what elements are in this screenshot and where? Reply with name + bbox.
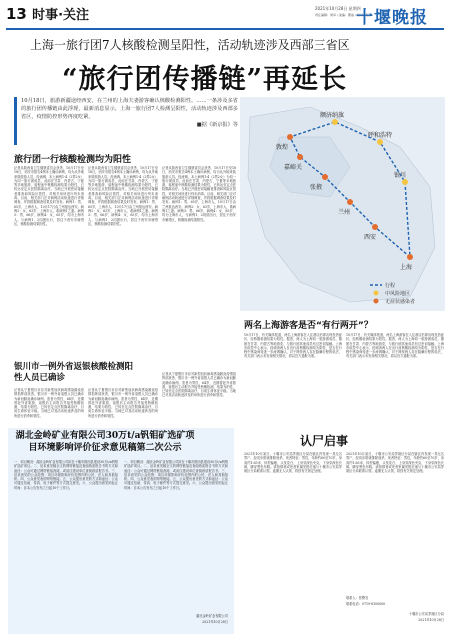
section3-col2: 10月17日，有关媒体报道，两名上海游客在入住酒店后即出现发热症状，经核酸检测结果为阳性。据悉，两人为上海同一旅游团成员，随团在甘肃、内蒙古等地游览，与旅行团其他成员有过密切接触。上海市疾控中心表示，经调查两人在出行前核酸检测均为阴性，是否在行程中感染尚待进一步流调确认。对于网传两人存在隐瞒行程的说法，有关部门表示未发现相关情况，将以官方通报为准。 — [346, 333, 444, 359]
label-hohhot: 呼和浩特 — [368, 132, 393, 139]
ad-col2: 一、项目概况：湖北金岭矿业有限公司拟在十堰市郧西县建设30万t/a钒钼矿选矿项目。二、征求意见稿全文的网络链接及查阅纸质报告书的方式和途径：公众可通过网络链接查阅，或前往建设单位查阅纸质报告书。三、征求意见的公众范围：项目环境影响评价范围内的公民、法人和其他组织。四、公众意见表的网络链接。五、公众提出意见的方式和途径：公众可通过信函、传真、电子邮件等方式提交意见。六、公众提出意见的起止时间：自本公告发布之日起10个工作日。 — [124, 460, 228, 490]
legend-risk-swatch — [374, 291, 379, 296]
section3-col1: 10月17日，有关媒体报道，两名上海游客在入住酒店后即出现发热症状，经核酸检测结果为阳性。据悉，两人为上海同一旅游团成员，随团在甘肃、内蒙古等地游览，与旅行团其他成员有过密切接触。上海市疾控中心表示，经调查两人在出行前核酸检测均为阴性，是否在行程中感染尚待进一步流调确认。对于网传两人存在隐瞒行程的说法，有关部门表示未发现相关情况，将以官方通报为准。 — [244, 333, 342, 359]
label-jiayuguan: 嘉峪关 — [284, 164, 303, 171]
ad-title: 湖北金岭矿业有限公司30万t/a钒钼矿选矿项目环境影响评价征求意见稿第二次公示 — [15, 431, 195, 453]
section1-col1: 记者从陕西省卫生健康委员会获悉，10月17日至18日，西安市报告4例本土确诊病例，均为从外地来陕旅游人员。经流调，本土病例1-4（2男2女）为同一旅行团成员，此前在甘肃、内蒙古、宁夏等多地旅游，返程途中核酸检测结果为阳性，已转运至定点医院隔离治疗。当地已开展密切接触者排查和风险区管控，对相关场所进行终末消毒。目前，相关部门正对病例活动轨迹进行详细调查，并将根据调查结果及时发布。病例1：男，65岁，上海市人，10月17日由兰州抵达西安。病例2：女，63岁，上海市人，系病例1之妻。病例3：男，66岁，病例4：女，65岁，均为上海市人，与病例1、2同团出行，居住于西安市雁塔区，核酸检测结果阳性。 — [14, 166, 84, 226]
section4-col2: 2021年10月某日，十堰市公安局茅箭区分局在辖区内发现一具无名男尸，经初步勘查排除他杀。死者特征：男性，年龄约60至70岁，身高约1.65米，体型偏瘦，头发花白，上身穿深色夹克，下身穿深色长裤，脚穿黑色布鞋。请知情者或死者家属见报后速与十堰市公安局茅箭区分局联系认领。逾期无人认领，将按有关规定处理。 — [346, 452, 444, 474]
issue-date: 2021年10月28日 星期四 — [315, 6, 361, 11]
label-lanzhou: 兰州 — [338, 209, 351, 216]
ad-sign: 湖北金岭矿业有限公司 — [196, 614, 228, 618]
lead-paragraph — [14, 97, 238, 145]
label-dunhuang: 敦煌 — [276, 144, 289, 151]
ad-date: 2021年10月28日 — [202, 620, 228, 624]
headline-title: “旅行团传播链”再延长 — [62, 64, 348, 95]
marker-xian — [372, 224, 378, 230]
label-zhangye: 张掖 — [310, 184, 323, 191]
marker-yinchuan — [402, 179, 408, 185]
section4-date: 2021年10月28日 — [418, 618, 444, 622]
legend-case-swatch — [374, 299, 379, 304]
marker-shanghai — [407, 254, 413, 260]
section4-contact: 联系人：张警官 — [346, 596, 369, 600]
section1-title: 旅行团一行核酸检测均为阳性 — [14, 155, 132, 165]
section4-phone: 联系电话：0719-8100000 — [346, 602, 386, 606]
section2-col3: 记者从宁夏银川市应对新型冠状病毒感染肺炎疫情指挥部获悉，银川市一例外省返银人员已确诊为新冠肺炎确诊病例。患者为男性，64岁，近期曾赴外省旅游，返银后主动报告并接受核酸检测，结果为阳性，已转至定点医院隔离治疗，目前生命体征平稳。当地已对其活动轨迹涉及的场所进行消杀和管控。 — [162, 372, 236, 398]
lead-credit: ■据《新京报》等 — [196, 122, 238, 128]
lead-text: 10月18日，旅游新疆途经西安，在兰州的上海夫妻游客确认核酸检测阳性。……一条涉及多省的旅行团传播链由此浮现，最新消息显示，上海一旅行团7人检测呈阳性，活动轨迹涉及西部多省区，疫情防控形势再度吃紧。 — [21, 98, 238, 120]
legend-route: 行程 — [385, 283, 396, 289]
marker-ejina — [332, 119, 338, 125]
label-shanghai: 上海 — [400, 264, 413, 271]
legend-risk: 中风险地区 — [385, 291, 411, 297]
masthead — [0, 0, 450, 28]
masthead-rule — [6, 28, 444, 30]
legend-case: 无症状感染者 — [385, 299, 416, 305]
label-yinchuan: 银川 — [394, 172, 407, 179]
newspaper-logo: 十堰晚报 — [356, 8, 428, 28]
marker-zhangye — [322, 174, 328, 180]
section2-col2: 记者从宁夏银川市应对新型冠状病毒感染肺炎疫情指挥部获悉，银川市一例外省返银人员已确诊为新冠肺炎确诊病例。患者为男性，64岁，近期曾赴外省旅游，返银后主动报告并接受核酸检测，结果为阳性，已转至定点医院隔离治疗，目前生命体征平稳。当地已对其活动轨迹涉及的场所进行消杀和管控。 — [88, 388, 158, 418]
section2-col1: 记者从宁夏银川市应对新型冠状病毒感染肺炎疫情指挥部获悉，银川市一例外省返银人员已确诊为新冠肺炎确诊病例。患者为男性，64岁，近期曾赴外省旅游，返银后主动报告并接受核酸检测，结果为阳性，已转至定点医院隔离治疗，目前生命体征平稳。当地已对其活动轨迹涉及的场所进行消杀和管控。 — [14, 388, 84, 418]
ad-col1: 一、项目概况：湖北金岭矿业有限公司拟在十堰市郧西县建设30万t/a钒钼矿选矿项目。二、征求意见稿全文的网络链接及查阅纸质报告书的方式和途径：公众可通过网络链接查阅，或前往建设单位查阅纸质报告书。三、征求意见的公众范围：项目环境影响评价范围内的公民、法人和其他组织。四、公众意见表的网络链接。五、公众提出意见的方式和途径：公众可通过信函、传真、电子邮件等方式提交意见。六、公众提出意见的起止时间：自本公告发布之日起10个工作日。 — [14, 460, 118, 490]
label-xian: 西安 — [364, 234, 377, 241]
marker-hohhot — [377, 139, 383, 145]
label-ejina: 额济纳旗 — [320, 112, 345, 119]
editor-credits: 责任编辑：周卓 / 美编：曹丽 / 校对：张萍 — [315, 13, 372, 17]
route-map — [240, 97, 445, 311]
section2-title: 银川市一例外省返银核酸检测阳性人员已确诊 — [14, 362, 134, 383]
section1-col2: 记者从陕西省卫生健康委员会获悉，10月17日至18日，西安市报告4例本土确诊病例，均为从外地来陕旅游人员。经流调，本土病例1-4（2男2女）为同一旅行团成员，此前在甘肃、内蒙古、宁夏等多地旅游，返程途中核酸检测结果为阳性，已转运至定点医院隔离治疗。当地已开展密切接触者排查和风险区管控，对相关场所进行终末消毒。目前，相关部门正对病例活动轨迹进行详细调查，并将根据调查结果及时发布。病例1：男，65岁，上海市人，10月17日由兰州抵达西安。病例2：女，63岁，上海市人，系病例1之妻。病例3：男，66岁，病例4：女，65岁，均为上海市人，与病例1、2同团出行，居住于西安市雁塔区，核酸检测结果阳性。 — [88, 166, 158, 226]
marker-jiayuguan — [297, 154, 303, 160]
marker-dunhuang — [287, 134, 293, 140]
section4-sign: 十堰市公安局茅箭区分局 — [408, 612, 444, 616]
section1-col3: 记者从陕西省卫生健康委员会获悉，10月17日至18日，西安市报告4例本土确诊病例，均为从外地来陕旅游人员。经流调，本土病例1-4（2男2女）为同一旅行团成员，此前在甘肃、内蒙古、宁夏等多地旅游，返程途中核酸检测结果为阳性，已转运至定点医院隔离治疗。当地已开展密切接触者排查和风险区管控，对相关场所进行终末消毒。目前，相关部门正对病例活动轨迹进行详细调查，并将根据调查结果及时发布。病例1：男，65岁，上海市人，10月17日由兰州抵达西安。病例2：女，63岁，上海市人，系病例1之妻。病例3：男，66岁，病例4：女，65岁，均为上海市人，与病例1、2同团出行，居住于西安市雁塔区，核酸检测结果阳性。 — [162, 166, 236, 222]
section4-title: 认尸启事 — [300, 434, 349, 448]
page-number: 13 时事·关注 — [6, 5, 90, 23]
headline-kicker: 上海一旅行团7人核酸检测呈阳性，活动轨迹涉及西部三省区 — [30, 38, 350, 52]
section4-col1: 2021年10月某日，十堰市公安局茅箭区分局在辖区内发现一具无名男尸，经初步勘查排除他杀。死者特征：男性，年龄约60至70岁，身高约1.65米，体型偏瘦，头发花白，上身穿深色夹克，下身穿深色长裤，脚穿黑色布鞋。请知情者或死者家属见报后速与十堰市公安局茅箭区分局联系认领。逾期无人认领，将按有关规定处理。 — [244, 452, 342, 474]
section3-title: 两名上海游客是否“有行两开”？ — [244, 321, 373, 331]
marker-lanzhou — [347, 199, 353, 205]
